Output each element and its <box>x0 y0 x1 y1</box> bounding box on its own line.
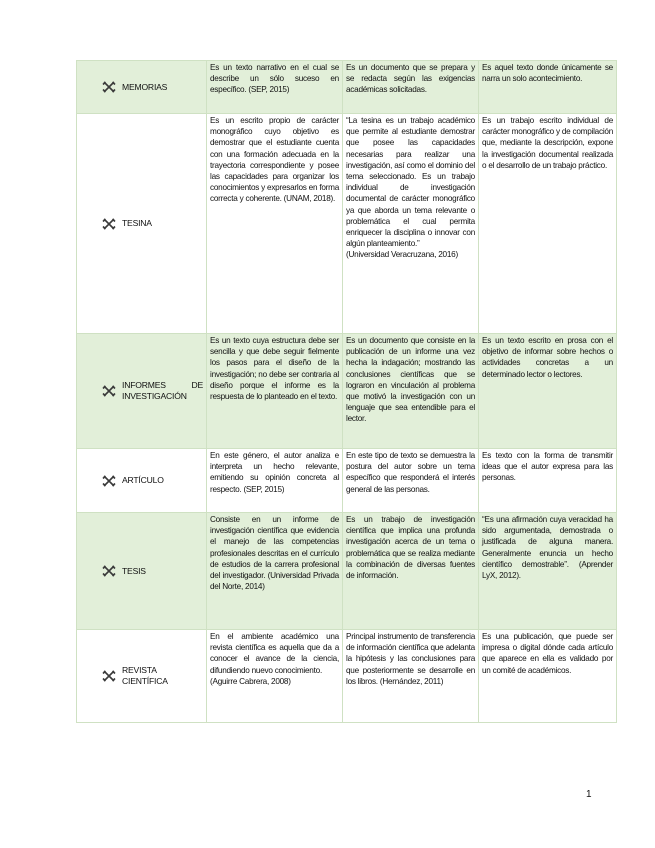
term-cell <box>77 449 207 513</box>
cell-text: Es texto con la forma de transmitir ideas que el autor expresa para las personas. <box>482 451 613 483</box>
x-mark-icon <box>102 475 116 487</box>
term-cell <box>77 334 207 449</box>
table-cell <box>207 114 343 334</box>
table-cell <box>207 513 343 630</box>
table-cell <box>343 334 479 449</box>
table-cell <box>343 61 479 114</box>
term-label: TESIS <box>122 565 146 576</box>
table-cell <box>343 449 479 513</box>
term-cell <box>77 630 207 723</box>
table-cell <box>343 513 479 630</box>
table-cell <box>479 449 617 513</box>
cell-text: Es un texto narrativo en el cual se describe un sólo suceso en específico. (SEP, 2015) <box>210 63 339 95</box>
table-cell <box>207 630 343 723</box>
table-cell <box>343 630 479 723</box>
x-mark-icon <box>102 81 116 93</box>
term-label: ARTÍCULO <box>122 475 164 485</box>
cell-text: En el ambiente académico una revista científica es aquella que da a conocer el avance de la ciencia, difundiendo nuevo conocimiento. (Aguirre Cabrera, 2008) <box>210 632 339 686</box>
x-mark-icon <box>102 385 116 397</box>
x-mark-icon <box>102 565 116 577</box>
cell-text: Es aquel texto donde únicamente se narra un solo acontecimiento. <box>482 63 613 84</box>
cell-text: En este género, el autor analiza e interpreta un hecho relevante, emitiendo su opinión concreta al respecto. (SEP, 2015) <box>210 451 339 494</box>
cell-text: Es un texto escrito en prosa con el objetivo de informar sobre hechos o actividades concretas a un determinado lector o lectores. <box>482 336 613 379</box>
cell-text: “La tesina es un trabajo académico que permite al estudiante demostrar que posee las capacidades necesarias para realizar una investigación, así como el dominio del tema seleccionado. Es un trabajo individual de investigación documental de carácter monográfico ya que aborda un tema relevante o problemática el cual permita enriquecer la disciplina o innovar con algún planteamiento.” (Universidad Veracruzana, 2016) <box>346 116 475 260</box>
table-cell <box>479 334 617 449</box>
cell-text: Es un texto cuya estructura debe ser sencilla y que debe seguir fielmente los pasos para el diseño de la investigación; no debe ser contraria al diseño porque el informe es la respuesta de lo planteado en el texto. <box>210 336 339 402</box>
term-label: REVISTA CIENTÍFICA <box>122 665 168 686</box>
x-mark-icon <box>102 218 116 230</box>
cell-text: Es una publicación, que puede ser impresa o digital dónde cada artículo que aparece en ella es validado por un comité de académicos. <box>482 632 613 675</box>
table-cell <box>207 61 343 114</box>
term-label: MEMORIAS <box>122 81 168 92</box>
comparison-table <box>76 60 617 723</box>
term-label: INFORMES DE INVESTIGACIÓN <box>122 380 203 401</box>
cell-text: Consiste en un informe de investigación científica que evidencia el manejo de las competencias profesionales descritas en el currículo de estudios de la carrera profesional del investigador. (Universidad Privada del Norte, 2014) <box>210 515 339 592</box>
cell-text: Principal instrumento de transferencia de información científica que adelanta la hipótesis y las conclusiones para que posteriormente se desarrolle en los libros. (Hernández, 2011) <box>346 632 475 686</box>
cell-text: Es un escrito propio de carácter monográfico cuyo objetivo es demostrar que el estudiante cuenta con una formación adecuada en la trayectoria correspondiente y posee las capacidades para organizar los conocimientos y expresarlos en forma correcta y coherente. (UNAM, 2018). <box>210 116 339 204</box>
term-cell <box>77 114 207 334</box>
table-cell <box>479 630 617 723</box>
table-cell <box>479 61 617 114</box>
table-row <box>77 449 617 513</box>
table-row <box>77 334 617 449</box>
page-number: 1 <box>586 789 592 800</box>
term-cell <box>77 61 207 114</box>
cell-text: Es un trabajo escrito individual de carácter monográfico y de compilación que, mediante la descripción, expone la investigación documental realizada o el desarrollo de un trabajo práctico. <box>482 116 613 170</box>
x-mark-icon <box>102 670 116 682</box>
table-cell <box>479 513 617 630</box>
cell-text: Es un trabajo de investigación científica que implica una profunda investigación acerca de un tema o problemática que se realiza mediante la combinación de diversas fuentes de información. <box>346 515 475 581</box>
table-cell <box>207 334 343 449</box>
table-row <box>77 61 617 114</box>
table-cell <box>343 114 479 334</box>
term-cell <box>77 513 207 630</box>
table-cell <box>479 114 617 334</box>
cell-text: “Es una afirmación cuya veracidad ha sido argumentada, demostrada o justificada de alguna manera. Generalmente enuncia un hecho científico demostrable”. (Aprender LyX, 2012). <box>482 515 613 581</box>
cell-text: Es un documento que consiste en la publicación de un informe una vez hecha la indagación; mostrando las conclusiones científicas que se lograron en vinculación al problema que motivó la investigación con un lenguaje que sea entendible para el lector. <box>346 336 475 424</box>
table-cell <box>207 449 343 513</box>
table-row <box>77 630 617 723</box>
cell-text: En este tipo de texto se demuestra la postura del autor sobre un tema específico que responderá el interés general de las personas. <box>346 451 475 494</box>
term-label: TESINA <box>122 218 152 228</box>
table-row <box>77 114 617 334</box>
table-row <box>77 513 617 630</box>
cell-text: Es un documento que se prepara y se redacta según las exigencias académicas solicitadas. <box>346 63 475 95</box>
